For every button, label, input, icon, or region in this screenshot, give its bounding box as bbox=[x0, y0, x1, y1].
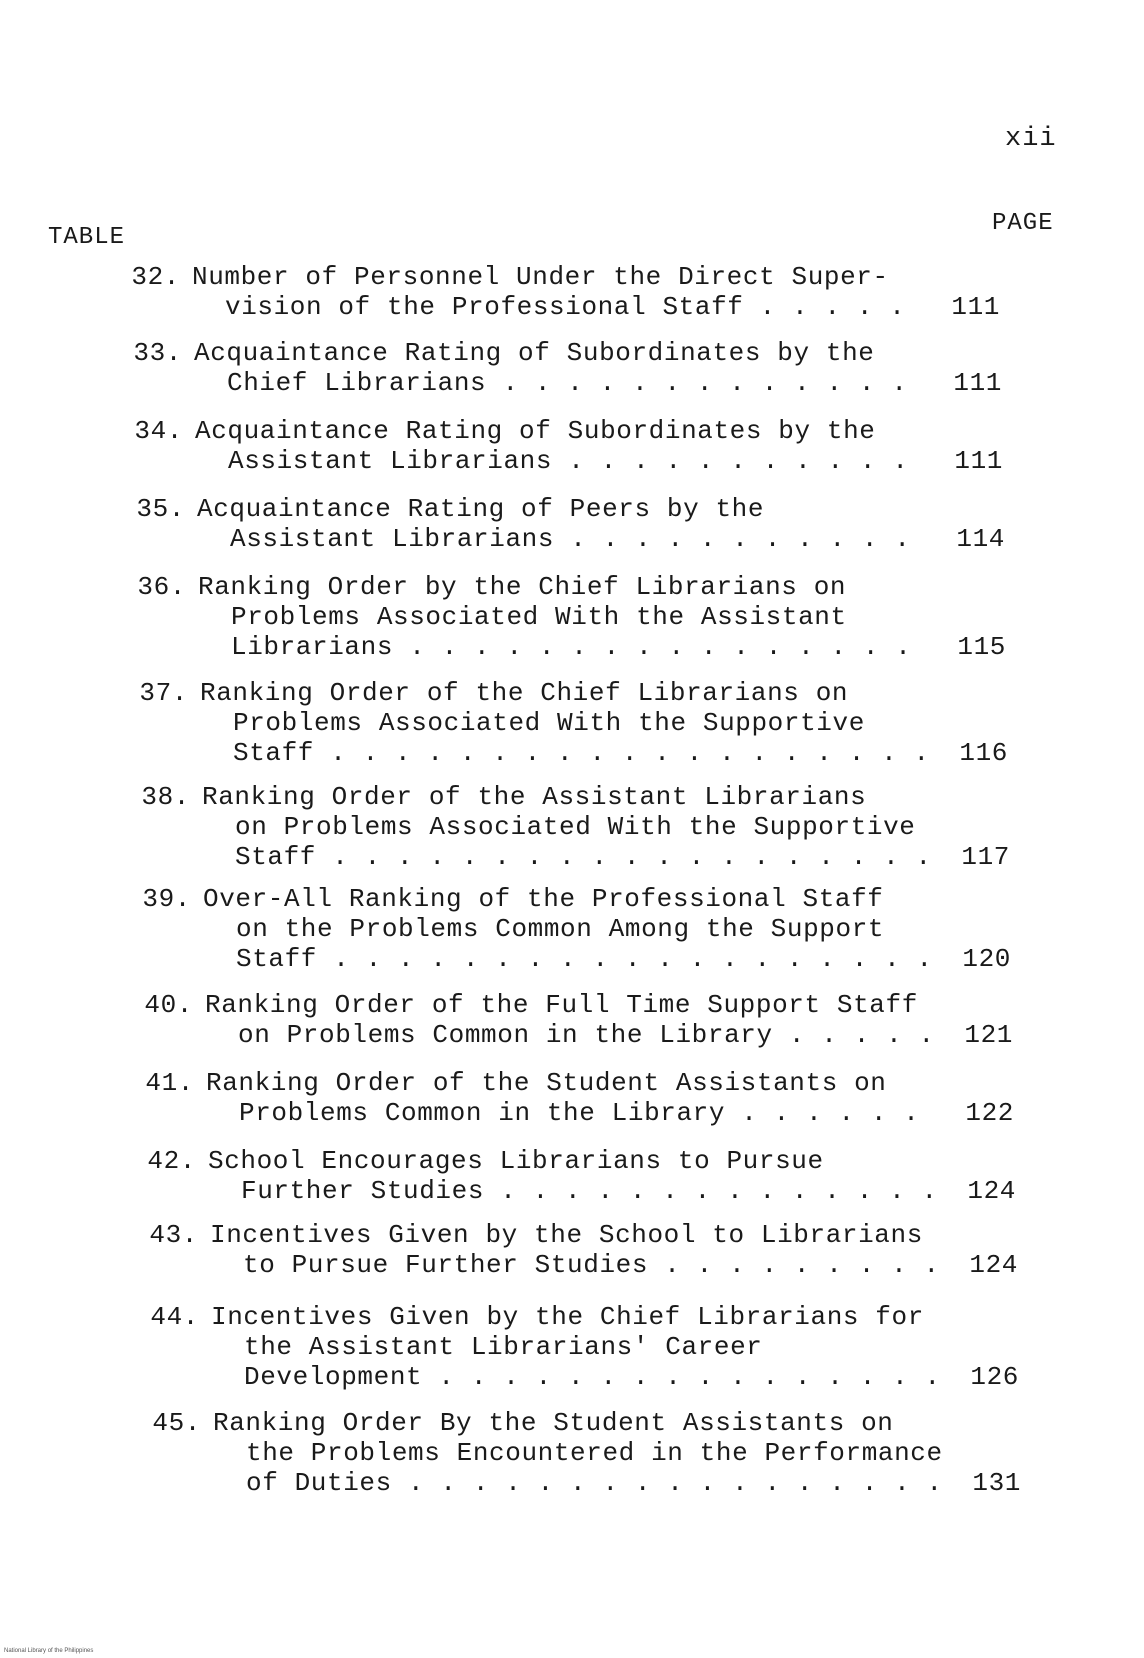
page-ref: 126 bbox=[970, 1362, 1019, 1392]
page-ref: 115 bbox=[957, 632, 1006, 662]
table-title-line: on Problems Common in the Library . . . . . bbox=[238, 1020, 935, 1050]
table-number: 44. bbox=[150, 1302, 199, 1332]
leader-dots: . . . . . . . . . . . . . bbox=[486, 368, 908, 398]
table-title-line: vision of the Professional Staff . . . . . bbox=[225, 292, 906, 322]
table-title-line: School Encourages Librarians to Pursue bbox=[208, 1146, 824, 1176]
table-title-line: on Problems Associated With the Supportive bbox=[235, 812, 916, 842]
leader-dots: . . . . . . . . . . . . . . bbox=[484, 1176, 938, 1206]
table-title bbox=[210, 1220, 940, 1280]
page-ref: 121 bbox=[964, 1020, 1013, 1050]
leader-dots: . . . . . bbox=[743, 292, 906, 322]
page-ref: 117 bbox=[961, 842, 1010, 872]
table-title-line: Further Studies . . . . . . . . . . . . . . bbox=[241, 1176, 938, 1206]
page-ref: 124 bbox=[969, 1250, 1018, 1280]
table-title bbox=[202, 782, 932, 872]
page-number: xii bbox=[1005, 124, 1057, 154]
page-ref: 111 bbox=[953, 368, 1002, 398]
table-title-line: Problems Associated With the Supportive bbox=[233, 708, 865, 738]
table-title-line: Chief Librarians . . . . . . . . . . . . . bbox=[227, 368, 908, 398]
leader-dots: . . . . . . . . . . . . . . . . . bbox=[391, 1468, 943, 1498]
table-title bbox=[203, 884, 933, 974]
table-title bbox=[208, 1146, 938, 1206]
table-title bbox=[192, 262, 912, 322]
table-title bbox=[206, 1068, 926, 1128]
table-title bbox=[195, 416, 915, 476]
table-title-line: Ranking Order of the Student Assistants on bbox=[206, 1068, 887, 1098]
leader-dots: . . . . . . . . . . . . . . . . . . . bbox=[317, 944, 933, 974]
table-number: 33. bbox=[133, 338, 182, 368]
table-title-line: Staff . . . . . . . . . . . . . . . . . . . bbox=[233, 738, 930, 768]
leader-dots: . . . . . bbox=[772, 1020, 935, 1050]
leader-dots: . . . . . . . . . bbox=[648, 1250, 940, 1280]
table-title bbox=[213, 1408, 943, 1498]
table-title-line: Librarians . . . . . . . . . . . . . . . . bbox=[231, 632, 912, 662]
table-column-heading: TABLE bbox=[48, 224, 126, 251]
table-title-line: Assistant Librarians . . . . . . . . . . . bbox=[228, 446, 909, 476]
page-ref: 124 bbox=[967, 1176, 1016, 1206]
table-number: 45. bbox=[152, 1408, 201, 1438]
table-title-line: Ranking Order of the Chief Librarians on bbox=[200, 678, 849, 708]
page-ref: 114 bbox=[956, 524, 1005, 554]
leader-dots: . . . . . . . . . . . bbox=[552, 446, 909, 476]
table-title-line: Ranking Order of the Assistant Librarians bbox=[202, 782, 867, 812]
table-title bbox=[197, 494, 917, 554]
leader-dots: . . . . . . bbox=[725, 1098, 920, 1128]
table-number: 42. bbox=[147, 1146, 196, 1176]
table-title-line: the Assistant Librarians' Career bbox=[244, 1332, 763, 1362]
table-title-line: Ranking Order by the Chief Librarians on bbox=[198, 572, 847, 602]
page-ref: 111 bbox=[951, 292, 1000, 322]
table-number: 43. bbox=[149, 1220, 198, 1250]
table-title-line: Acquaintance Rating of Peers by the bbox=[197, 494, 765, 524]
table-title-line: Ranking Order By the Student Assistants on bbox=[213, 1408, 894, 1438]
table-title-line: to Pursue Further Studies . . . . . . . . . bbox=[243, 1250, 940, 1280]
table-title bbox=[211, 1302, 941, 1392]
table-title-line: Problems Associated With the Assistant bbox=[231, 602, 847, 632]
leader-dots: . . . . . . . . . . . . . . . . . . . bbox=[316, 842, 932, 872]
page-ref: 122 bbox=[965, 1098, 1014, 1128]
table-number: 34. bbox=[134, 416, 183, 446]
table-title bbox=[194, 338, 914, 398]
table-number: 39. bbox=[142, 884, 191, 914]
page-ref: 116 bbox=[959, 738, 1008, 768]
table-number: 41. bbox=[145, 1068, 194, 1098]
table-title-line: on the Problems Common Among the Support bbox=[236, 914, 885, 944]
table-title-line: Incentives Given by the School to Librarians bbox=[210, 1220, 923, 1250]
leader-dots: . . . . . . . . . . . bbox=[554, 524, 911, 554]
page-ref: 131 bbox=[972, 1468, 1021, 1498]
table-title-line: Acquaintance Rating of Subordinates by the bbox=[195, 416, 876, 446]
page-column-heading: PAGE bbox=[992, 210, 1054, 237]
leader-dots: . . . . . . . . . . . . . . . . bbox=[393, 632, 912, 662]
table-title-line: Development . . . . . . . . . . . . . . . . bbox=[244, 1362, 941, 1392]
table-title-line: Staff . . . . . . . . . . . . . . . . . . . bbox=[235, 842, 932, 872]
table-number: 37. bbox=[139, 678, 188, 708]
page-ref: 120 bbox=[962, 944, 1011, 974]
footer-credit: National Library of the Philippines bbox=[4, 1648, 94, 1654]
table-number: 38. bbox=[141, 782, 190, 812]
table-title-line: Assistant Librarians . . . . . . . . . . . bbox=[230, 524, 911, 554]
table-number: 36. bbox=[137, 572, 186, 602]
table-number: 35. bbox=[136, 494, 185, 524]
table-number: 40. bbox=[144, 990, 193, 1020]
table-title-line: Problems Common in the Library . . . . . . bbox=[239, 1098, 920, 1128]
page-ref: 111 bbox=[954, 446, 1003, 476]
table-title-line: Over-All Ranking of the Professional Staff bbox=[203, 884, 884, 914]
table-title-line: Ranking Order of the Full Time Support Staff bbox=[205, 990, 918, 1020]
table-title-line: the Problems Encountered in the Performance bbox=[246, 1438, 943, 1468]
table-title bbox=[200, 678, 930, 768]
table-title-line: Number of Personnel Under the Direct Super- bbox=[192, 262, 889, 292]
leader-dots: . . . . . . . . . . . . . . . . bbox=[422, 1362, 941, 1392]
table-title-line: Incentives Given by the Chief Librarians for bbox=[211, 1302, 924, 1332]
table-title-line: Acquaintance Rating of Subordinates by the bbox=[194, 338, 875, 368]
leader-dots: . . . . . . . . . . . . . . . . . . . bbox=[314, 738, 930, 768]
table-title bbox=[205, 990, 935, 1050]
table-number: 32. bbox=[131, 262, 180, 292]
table-title-line: Staff . . . . . . . . . . . . . . . . . . . bbox=[236, 944, 933, 974]
table-title-line: of Duties . . . . . . . . . . . . . . . . . bbox=[246, 1468, 943, 1498]
table-title bbox=[198, 572, 918, 662]
